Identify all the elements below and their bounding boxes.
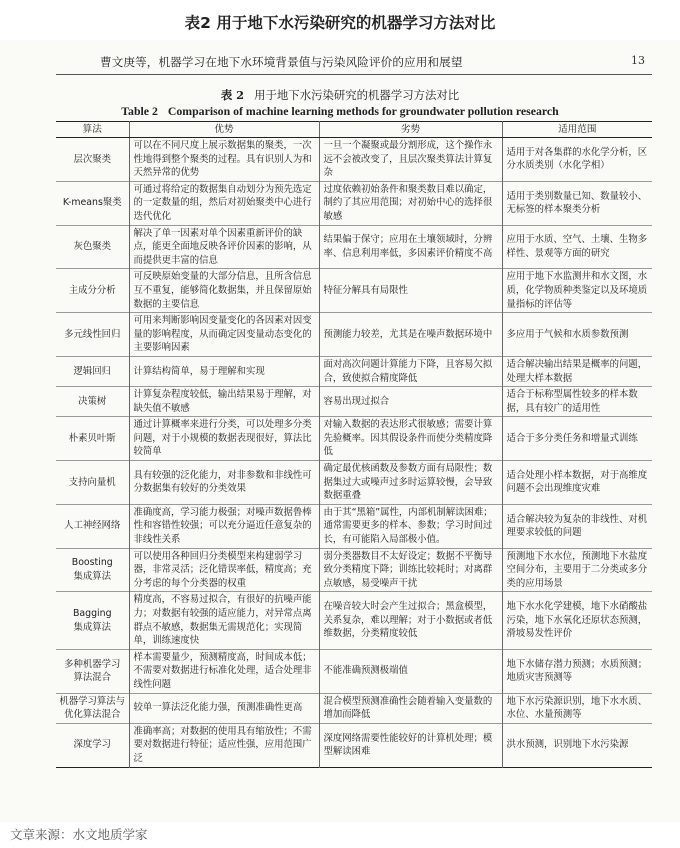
cell-advantages: 计算复杂程度较低，输出结果易于理解，对缺失值不敏感 — [129, 387, 319, 417]
cell-disadvantages: 深度网络需要性能较好的计算机处理；模型解读困难 — [319, 723, 502, 767]
header-scope: 适用范围 — [502, 122, 652, 138]
cell-scope: 多应用于气候和水质参数预测 — [502, 313, 652, 357]
table-row — [56, 723, 652, 767]
page-number: 13 — [631, 54, 645, 67]
cell-disadvantages: 对输入数据的表达形式很敏感；需要计算先验概率。因其假设条件而使分类精度降低 — [319, 417, 502, 461]
cell-algorithm: 朴素贝叶斯 — [56, 417, 129, 461]
cell-disadvantages: 结果偏于保守；应用在土壤领域时，分辨率、信息利用率低，多因素评价精度不高 — [319, 225, 502, 269]
header-algorithm: 算法 — [56, 122, 129, 138]
cell-disadvantages: 面对高次问题计算能力下降，且容易欠拟合，致使拟合精度降低 — [319, 356, 502, 386]
table-row — [56, 269, 652, 313]
cell-algorithm: K-means聚类 — [56, 181, 129, 225]
running-head: 曹文庚等，机器学习在地下水环境背景值与污染风险评价的应用和展望 — [100, 55, 463, 69]
caption-chinese-text: 用于地下水污染研究的机器学习方法对比 — [254, 88, 460, 102]
cell-disadvantages: 一旦一个凝聚或最分割形成，这个操作永远不会被改变了，且层次聚类算法计算复杂 — [319, 138, 502, 182]
caption-english — [0, 104, 680, 119]
cell-algorithm: 多种机器学习 算法混合 — [56, 649, 129, 693]
table-row — [56, 313, 652, 357]
header-rule — [56, 74, 652, 75]
cell-algorithm: 深度学习 — [56, 723, 129, 767]
header-disadvantages: 劣势 — [319, 122, 502, 138]
cell-scope: 适用于对各集群的水化学分析，区分水质类别（水化学相） — [502, 138, 652, 182]
cell-disadvantages: 过度依赖初始条件和聚类数目难以确定，制约了其应用范围；对初始中心的选择很敏感 — [319, 181, 502, 225]
cell-disadvantages: 不能准确预测极端值 — [319, 649, 502, 693]
cell-scope: 适合解决较为复杂的非线性、对机理要求较低的问题 — [502, 504, 652, 548]
table-row — [56, 548, 652, 592]
header-advantages: 优势 — [129, 122, 319, 138]
cell-algorithm: 人工神经网络 — [56, 504, 129, 548]
cell-disadvantages: 混合模型预测准确性会随着输入变量数的增加而降低 — [319, 693, 502, 723]
cell-algorithm: 多元线性回归 — [56, 313, 129, 357]
cell-disadvantages: 弱分类器数目不太好设定；数据不平衡导致分类精度下降；训练比较耗时；对离群点敏感，易受噪声干扰 — [319, 548, 502, 592]
cell-disadvantages: 由于其“黑箱”属性，内部机制解读困难；通常需要更多的样本、参数；学习时间过长，有可能陷入局部极小值。 — [319, 504, 502, 548]
source-footer: 文章来源：水文地质学家 — [10, 827, 148, 842]
caption-chinese-number: 表 2 — [220, 88, 245, 102]
caption-english-text: Comparison of machine learning methods for groundwater pollution research — [167, 104, 559, 118]
cell-advantages: 具有较强的泛化能力，对非参数和非线性可分数据集有较好的分类效果 — [129, 461, 319, 505]
table-row — [56, 417, 652, 461]
cell-advantages: 通过计算概率来进行分类，可以处理多分类问题，对于小规模的数据表现很好，算法比较简单 — [129, 417, 319, 461]
cell-disadvantages: 确定最优核函数及参数方面有局限性；数据集过大或噪声过多时运算较慢，会导致数据重叠 — [319, 461, 502, 505]
table-body — [56, 138, 652, 768]
table-row — [56, 225, 652, 269]
cell-algorithm: 灰色聚类 — [56, 225, 129, 269]
cell-advantages: 可通过将给定的数据集自动划分为预先选定的一定数量的组，然后对初始聚类中心进行迭代优化 — [129, 181, 319, 225]
cell-algorithm: 支持向量机 — [56, 461, 129, 505]
table-row — [56, 356, 652, 386]
cell-scope: 适合于多分类任务和增量式训练 — [502, 417, 652, 461]
table-row — [56, 461, 652, 505]
cell-scope: 应用于地下水监测井和水文图，水质，化学物质种类鉴定以及环境质量指标的评估等 — [502, 269, 652, 313]
cell-advantages: 可反映原始变量的大部分信息，且所含信息互不重复，能够简化数据集，并且保留原始数据的主要信息 — [129, 269, 319, 313]
table-row — [56, 138, 652, 182]
cell-scope: 适合于标称型属性较多的样本数据，具有较广的适用性 — [502, 387, 652, 417]
cell-algorithm: 主成分分析 — [56, 269, 129, 313]
cell-algorithm: Bagging 集成算法 — [56, 592, 129, 649]
cell-advantages: 较单一算法泛化能力强，预测准确性更高 — [129, 693, 319, 723]
cell-advantages: 精度高，不容易过拟合，有很好的抗噪声能力；对数据有较强的适应能力，对异常点离群点不敏感，数据集无需规范化；实现简单，训练速度快 — [129, 592, 319, 649]
cell-algorithm: 机器学习算法与 优化算法混合 — [56, 693, 129, 723]
cell-scope: 地下水储存潜力预测；水质预测；地质灾害预测等 — [502, 649, 652, 693]
table-row — [56, 592, 652, 649]
page-title: 表2 用于地下水污染研究的机器学习方法对比 — [184, 14, 496, 32]
cell-scope: 适合解决输出结果是概率的问题，处理大样本数据 — [502, 356, 652, 386]
cell-scope: 洪水预测，识别地下水污染源 — [502, 723, 652, 767]
cell-disadvantages: 容易出现过拟合 — [319, 387, 502, 417]
comparison-table — [56, 121, 652, 768]
cell-scope: 应用于水质、空气、土壤、生物多样性、景观等方面的研究 — [502, 225, 652, 269]
table-row — [56, 387, 652, 417]
table-row — [56, 649, 652, 693]
cell-advantages: 准确率高；对数据的使用具有缩放性；不需要对数据进行特征；适应性强，应用范围广泛 — [129, 723, 319, 767]
table-row — [56, 181, 652, 225]
cell-algorithm: 逻辑回归 — [56, 356, 129, 386]
cell-advantages: 解决了单一因素对单个因素重新评价的缺点，能更全面地反映各评价因素的影响，从而提供更丰富的信息 — [129, 225, 319, 269]
cell-scope: 预测地下水水位，预测地下水盐度空间分布，主要用于二分类或多分类的应用场景 — [502, 548, 652, 592]
cell-advantages: 准确度高，学习能力极强；对噪声数据鲁棒性和容错性较强；可以充分逼近任意复杂的非线性关系 — [129, 504, 319, 548]
caption-chinese — [0, 87, 680, 103]
cell-disadvantages: 特征分解具有局限性 — [319, 269, 502, 313]
cell-advantages: 计算结构简单，易于理解和实现 — [129, 356, 319, 386]
table-row — [56, 693, 652, 723]
cell-algorithm: 决策树 — [56, 387, 129, 417]
table-header-row — [56, 122, 652, 138]
cell-disadvantages: 预测能力较差，尤其是在噪声数据环境中 — [319, 313, 502, 357]
cell-scope: 地下水水化学建模，地下水硝酸盐污染，地下水氧化还原状态预测，滑坡易发性评价 — [502, 592, 652, 649]
cell-algorithm: 层次聚类 — [73, 153, 111, 165]
caption-english-number: Table 2 — [121, 104, 158, 118]
cell-advantages: 可以在不同尺度上展示数据集的聚类，一次性地得到整个聚类的过程。具有识别人为和天然异常的优势 — [129, 138, 319, 182]
cell-algorithm: Boosting 集成算法 — [56, 548, 129, 592]
cell-disadvantages: 在噪音较大时会产生过拟合；黑盒模型，关系复杂，难以理解；对于小数据或者低维数据，分类精度较低 — [319, 592, 502, 649]
cell-advantages: 可用来判断影响因变量变化的各因素对因变量的影响程度，从而确定因变量动态变化的主要影响因素 — [129, 313, 319, 357]
cell-advantages: 可以使用各种回归分类模型来构建弱学习器，非常灵活；泛化错误率低，精度高；充分考虑的每个分类器的权重 — [129, 548, 319, 592]
cell-scope: 地下水污染源识别，地下水水质、水位、水量预测等 — [502, 693, 652, 723]
cell-scope: 适用于类别数量已知、数量较小、无标签的样本聚类分析 — [502, 181, 652, 225]
cell-advantages: 样本需要量少，预测精度高，时间成本低；不需要对数据进行标准化处理，适合处理非线性问题 — [129, 649, 319, 693]
cell-scope: 适合处理小样本数据，对于高维度问题不会出现维度灾难 — [502, 461, 652, 505]
table-row — [56, 504, 652, 548]
